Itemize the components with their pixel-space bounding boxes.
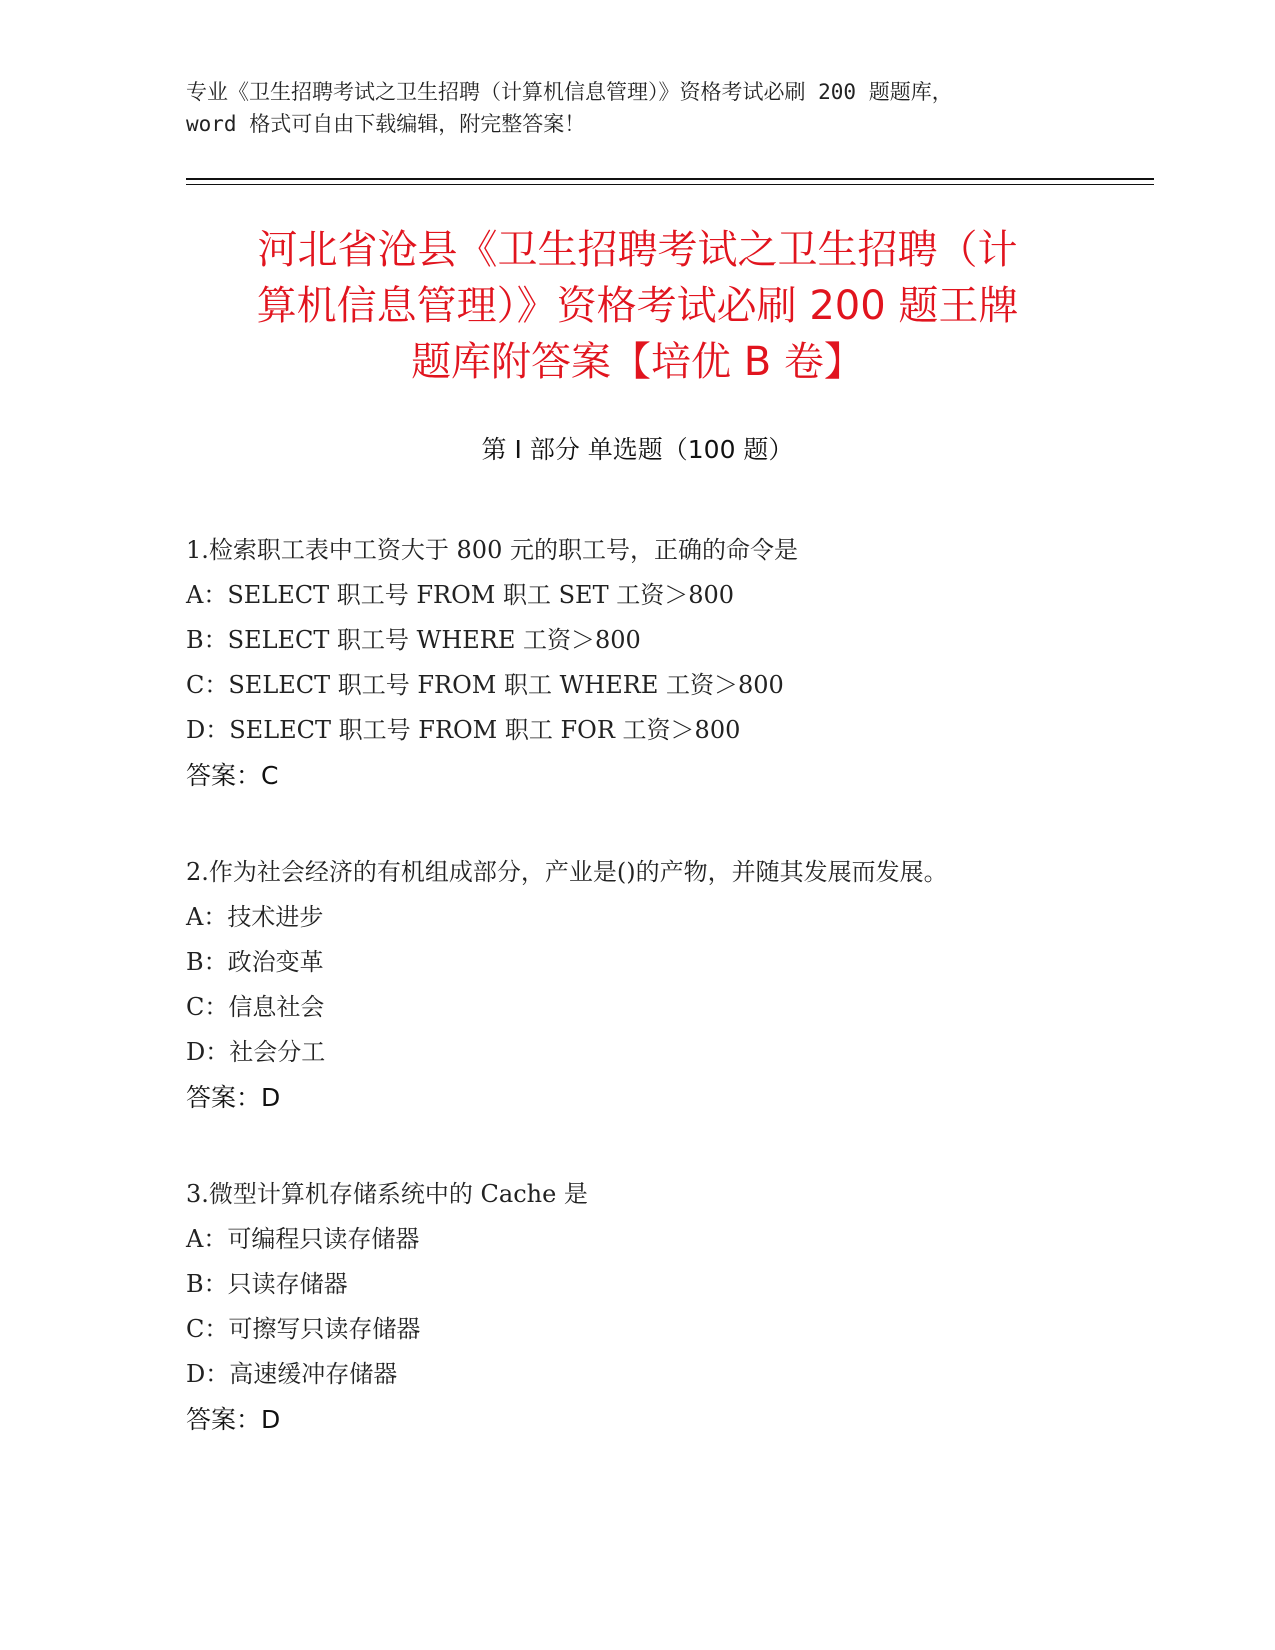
option-a: A：SELECT 职工号 FROM 职工 SET 工资＞800: [186, 581, 735, 609]
document-title-line-3: 题库附答案【培优 B 卷】: [411, 339, 864, 385]
option-b: B：SELECT 职工号 WHERE 工资＞800: [186, 626, 641, 654]
header-divider-thick: [186, 178, 1154, 180]
question-stem: 2.作为社会经济的有机组成部分，产业是()的产物，并随其发展而发展。: [186, 858, 948, 886]
answer-line: 答案：D: [186, 1083, 281, 1112]
answer-line: 答案：D: [186, 1405, 281, 1434]
option-c: C：信息社会: [186, 993, 325, 1021]
question-2: [186, 850, 1086, 1120]
option-d: D：社会分工: [186, 1038, 326, 1066]
answer-line: 答案：C: [186, 761, 279, 790]
header-divider-thin: [186, 184, 1154, 185]
option-b: B：只读存储器: [186, 1270, 348, 1298]
option-c: C：可擦写只读存储器: [186, 1315, 421, 1343]
question-3: [186, 1172, 1086, 1442]
header-note-line-1: 专业《卫生招聘考试之卫生招聘（计算机信息管理）》资格考试必刷 200 题题库，: [186, 80, 953, 104]
option-c: C：SELECT 职工号 FROM 职工 WHERE 工资＞800: [186, 671, 784, 699]
option-a: A：技术进步: [186, 903, 324, 931]
question-list: [186, 528, 1086, 1494]
header-note: [186, 76, 1086, 140]
question-stem: 1.检索职工表中工资大于 800 元的职工号，正确的命令是: [186, 536, 798, 564]
option-a: A：可编程只读存储器: [186, 1225, 420, 1253]
option-b: B：政治变革: [186, 948, 324, 976]
section-heading: 第 I 部分 单选题（100 题）: [481, 435, 794, 464]
option-d: D：高速缓冲存储器: [186, 1360, 398, 1388]
option-d: D：SELECT 职工号 FROM 职工 FOR 工资＞800: [186, 716, 741, 744]
header-note-line-2: word 格式可自由下载编辑，附完整答案！: [186, 112, 586, 136]
question-1: [186, 528, 1086, 798]
document-title: [186, 222, 1089, 390]
document-title-line-2: 算机信息管理）》资格考试必刷 200 题王牌: [256, 283, 1019, 329]
question-stem: 3.微型计算机存储系统中的 Cache 是: [186, 1180, 588, 1208]
document-title-line-1: 河北省沧县《卫生招聘考试之卫生招聘（计: [257, 227, 1018, 273]
